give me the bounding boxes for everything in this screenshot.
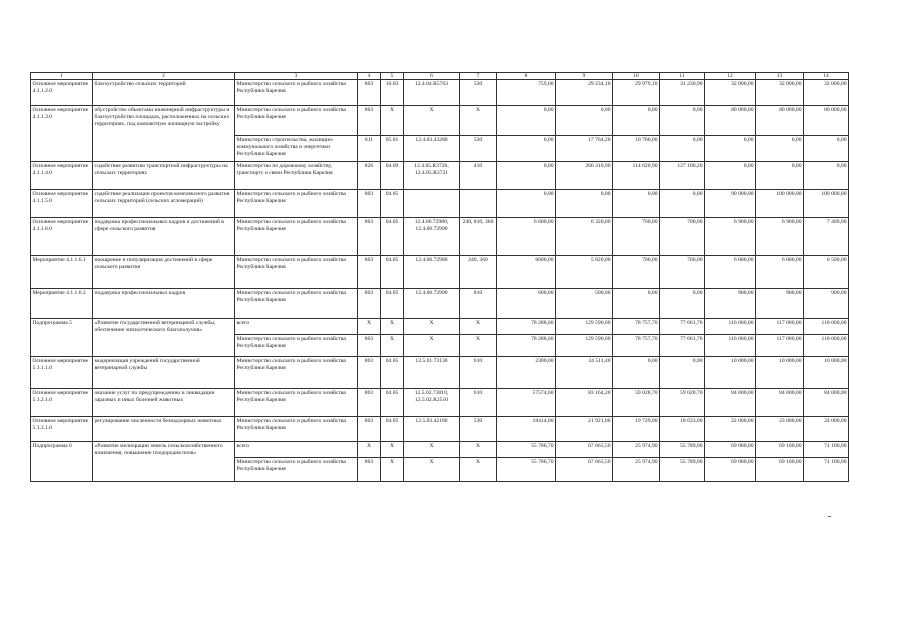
executor-cell: Министерство сельского и рыбного хозяйства Республики Карелия: [235, 190, 358, 218]
amount-y3-cell: 0,00: [613, 289, 660, 319]
table-row: [31, 417, 849, 442]
amount-y3-cell: 114 620,90: [613, 162, 660, 190]
amount-y1-cell: 759,60: [497, 80, 556, 106]
item-name-cell: поддержка профессиональных кадров и достижений в сфере сельского развития: [93, 218, 235, 256]
expense-type-cell: 610: [460, 389, 497, 417]
column-number: 9: [556, 73, 613, 80]
amount-y7-cell: 24 000,00: [804, 417, 849, 442]
amount-y2-cell: 129 596,60: [556, 319, 613, 335]
amount-y2-cell: 129 596,60: [556, 335, 613, 357]
executor-cell: Министерство сельского и рыбного хозяйства Республики Карелия: [235, 80, 358, 106]
item-name-cell: обустройство объектами инженерной инфраструктуры и благоустройство площадок, расположенных на сельских территориях, под компактную жилищную застройку: [93, 106, 235, 162]
column-number: 8: [497, 73, 556, 80]
executor-cell: Министерство по дорожному хозяйству, транспорту и связи Республики Карелия: [235, 162, 358, 190]
amount-y6-cell: 6 000,00: [756, 256, 804, 289]
amount-y1-cell: 0,00: [497, 190, 556, 218]
item-name-cell: поддержка профессиональных кадров: [93, 289, 235, 319]
column-number: 1: [31, 73, 93, 80]
table-row: [31, 80, 849, 106]
amount-y7-cell: 32 000,00: [804, 80, 849, 106]
amount-y6-cell: 117 000,00: [756, 319, 804, 335]
executor-cell: Министерство сельского и рыбного хозяйства Республики Карелия: [235, 335, 358, 357]
amount-y2-cell: 67 663,50: [556, 442, 613, 458]
item-name-cell: «Развитие государственной ветеринарной службы, обеспечение эпизоотического благополучия»: [93, 319, 235, 357]
section-cell: 05.01: [381, 136, 404, 162]
amount-y6-cell: 117 000,00: [756, 335, 804, 357]
section-cell: 10.03: [381, 80, 404, 106]
amount-y1-cell: 57574,60: [497, 389, 556, 417]
amount-y4-cell: 0,00: [660, 357, 705, 389]
amount-y1-cell: 78 288,60: [497, 335, 556, 357]
amount-y7-cell: 7 400,00: [804, 218, 849, 256]
grbs-cell: 803: [358, 335, 381, 357]
executor-cell: Министерство сельского и рыбного хозяйства Республики Карелия: [235, 417, 358, 442]
section-cell: 04.05: [381, 256, 404, 289]
column-number: 6: [404, 73, 460, 80]
section-cell: 04.09: [381, 162, 404, 190]
executor-cell: Министерство сельского и рыбного хозяйства Республики Карелия: [235, 289, 358, 319]
amount-y1-cell: 6 600,00: [497, 218, 556, 256]
executor-cell: Министерство строительства, жилищно-коммунального хозяйства и энергетики Республики Карелия: [235, 136, 358, 162]
amount-y5-cell: 900,00: [705, 289, 756, 319]
amount-y7-cell: 71 100,00: [804, 458, 849, 482]
expense-type-cell: Х: [460, 319, 497, 335]
amount-y4-cell: 127 100,20: [660, 162, 705, 190]
grbs-cell: 803: [358, 458, 381, 482]
grbs-cell: 803: [358, 357, 381, 389]
table-row: [31, 389, 849, 417]
amount-y4-cell: 18 633,00: [660, 417, 705, 442]
expense-type-cell: Х: [460, 458, 497, 482]
item-code-cell: Основное мероприятие 4.1.1.3.0: [31, 106, 93, 162]
amount-y6-cell: 10 000,00: [756, 357, 804, 389]
column-number: 12: [705, 73, 756, 80]
amount-y6-cell: 69 100,00: [756, 442, 804, 458]
amount-y6-cell: 32 000,00: [756, 80, 804, 106]
amount-y3-cell: 0,00: [613, 190, 660, 218]
target-article-cell: 12.4.06.72980, 12.4.06.72990: [404, 218, 460, 256]
amount-y1-cell: 18414,00: [497, 417, 556, 442]
expense-type-cell: 530: [460, 417, 497, 442]
amount-y6-cell: 84 000,00: [756, 389, 804, 417]
amount-y5-cell: 10 000,00: [705, 357, 756, 389]
expense-type-cell: 520: [460, 136, 497, 162]
table-row: [31, 218, 849, 256]
amount-y1-cell: 0,00: [497, 106, 556, 136]
section-cell: Х: [381, 335, 404, 357]
section-cell: 04.05: [381, 190, 404, 218]
grbs-cell: 803: [358, 256, 381, 289]
target-article-cell: 12.5.03.42180: [404, 417, 460, 442]
amount-y6-cell: 0,00: [756, 162, 804, 190]
amount-y5-cell: 80 000,00: [705, 106, 756, 136]
amount-y3-cell: 59 028,70: [613, 389, 660, 417]
column-number: 13: [756, 73, 804, 80]
amount-y4-cell: 77 661,70: [660, 319, 705, 335]
amount-y4-cell: 55 789,00: [660, 442, 705, 458]
item-name-cell: содействие реализации проектов комплексного развития сельских территорий (сельских агломераций): [93, 190, 235, 218]
column-number: 3: [235, 73, 358, 80]
amount-y7-cell: 6 500,00: [804, 256, 849, 289]
expense-type-cell: 240, 810, 360: [460, 218, 497, 256]
amount-y5-cell: 84 000,00: [705, 389, 756, 417]
item-name-cell: благоустройство сельских территорий: [93, 80, 235, 106]
amount-y3-cell: 78 757,70: [613, 319, 660, 335]
amount-y1-cell: 55 786,70: [497, 458, 556, 482]
item-name-cell: поощрение и популяризация достижений в сфере сельского развития: [93, 256, 235, 289]
grbs-cell: 811: [358, 136, 381, 162]
amount-y4-cell: 0,00: [660, 106, 705, 136]
item-name-cell: содействие развитию транспортной инфраструктуры на сельских территориях: [93, 162, 235, 190]
grbs-cell: 803: [358, 289, 381, 319]
amount-y7-cell: 10 000,00: [804, 357, 849, 389]
budget-table: [30, 72, 849, 482]
grbs-cell: 803: [358, 218, 381, 256]
expense-type-cell: Х: [460, 106, 497, 136]
item-name-cell: оказание услуг по предупреждению и ликвидации заразных и иных болезней животных: [93, 389, 235, 417]
expense-type-cell: 610: [460, 357, 497, 389]
amount-y3-cell: 700,00: [613, 256, 660, 289]
amount-y5-cell: 116 000,00: [705, 335, 756, 357]
amount-y5-cell: 6 900,00: [705, 218, 756, 256]
amount-y5-cell: 90 000,00: [705, 190, 756, 218]
item-code-cell: Подпрограмма 6: [31, 442, 93, 482]
executor-cell: Министерство сельского и рыбного хозяйства Республики Карелия: [235, 106, 358, 136]
amount-y5-cell: 69 000,00: [705, 458, 756, 482]
amount-y6-cell: 100 000,00: [756, 190, 804, 218]
amount-y6-cell: 900,00: [756, 289, 804, 319]
amount-y2-cell: 24 511,40: [556, 357, 613, 389]
grbs-cell: Х: [358, 319, 381, 335]
amount-y6-cell: 0,00: [756, 136, 804, 162]
section-cell: Х: [381, 458, 404, 482]
amount-y7-cell: 118 000,00: [804, 319, 849, 335]
amount-y5-cell: 116 000,00: [705, 319, 756, 335]
amount-y6-cell: 69 100,00: [756, 458, 804, 482]
amount-y2-cell: 0,00: [556, 106, 613, 136]
table-row: [31, 289, 849, 319]
executor-cell: всего: [235, 442, 358, 458]
amount-y1-cell: 78 288,60: [497, 319, 556, 335]
amount-y5-cell: 0,00: [705, 162, 756, 190]
target-article-cell: Х: [404, 458, 460, 482]
table-row: [31, 162, 849, 190]
amount-y1-cell: 55 786,70: [497, 442, 556, 458]
amount-y3-cell: 25 974,90: [613, 442, 660, 458]
column-number: 4: [358, 73, 381, 80]
amount-y2-cell: 266 310,90: [556, 162, 613, 190]
expense-type-cell: Х: [460, 335, 497, 357]
column-number-row: [31, 73, 849, 80]
expense-type-cell: 520: [460, 80, 497, 106]
item-code-cell: Мероприятие 4.1.1.6.1: [31, 256, 93, 289]
executor-cell: Министерство сельского и рыбного хозяйства Республики Карелия: [235, 458, 358, 482]
amount-y4-cell: 77 661,70: [660, 335, 705, 357]
amount-y6-cell: 23 000,00: [756, 417, 804, 442]
amount-y3-cell: 700,00: [613, 218, 660, 256]
section-cell: 04.05: [381, 357, 404, 389]
amount-y1-cell: 0,00: [497, 136, 556, 162]
amount-y5-cell: 69 000,00: [705, 442, 756, 458]
item-code-cell: Основное мероприятие 4.1.1.4.0: [31, 162, 93, 190]
amount-y7-cell: 0,00: [804, 136, 849, 162]
item-name-cell: регулирование численности безнадзорных животных: [93, 417, 235, 442]
amount-y6-cell: 6 900,00: [756, 218, 804, 256]
amount-y1-cell: 600,00: [497, 289, 556, 319]
table-row: [31, 256, 849, 289]
target-article-cell: 12.4.03.43280: [404, 136, 460, 162]
section-cell: 04.05: [381, 389, 404, 417]
amount-y3-cell: 0,00: [613, 106, 660, 136]
amount-y2-cell: 21 921,00: [556, 417, 613, 442]
amount-y7-cell: 118 000,00: [804, 335, 849, 357]
item-code-cell: Подпрограмма 5: [31, 319, 93, 357]
amount-y2-cell: 0,00: [556, 190, 613, 218]
amount-y4-cell: 0,00: [660, 136, 705, 162]
column-number: 7: [460, 73, 497, 80]
amount-y1-cell: 6000,00: [497, 256, 556, 289]
amount-y2-cell: 67 663,50: [556, 458, 613, 482]
item-code-cell: Мероприятие 4.1.1.6.2: [31, 289, 93, 319]
column-number: 14: [804, 73, 849, 80]
amount-y2-cell: 500,00: [556, 289, 613, 319]
target-article-cell: Х: [404, 319, 460, 335]
item-name-cell: модернизация учреждений государственной ветеринарной службы: [93, 357, 235, 389]
executor-cell: всего: [235, 319, 358, 335]
amount-y4-cell: 700,00: [660, 256, 705, 289]
amount-y4-cell: 55 789,00: [660, 458, 705, 482]
item-name-cell: «Развитие мелиорации земель сельскохозяйственного назначения, повышение плодородия почв»: [93, 442, 235, 482]
target-article-cell: 12.5.02.73010, 12.5.02.R2510: [404, 389, 460, 417]
table-row: [31, 190, 849, 218]
amount-y3-cell: 25 974,90: [613, 458, 660, 482]
amount-y2-cell: 5 820,00: [556, 256, 613, 289]
table-row: [31, 319, 849, 335]
amount-y5-cell: 6 000,00: [705, 256, 756, 289]
table-row: [31, 106, 849, 136]
target-article-cell: 12.4.05.R3720, 12.4.05.R3721: [404, 162, 460, 190]
amount-y3-cell: 10 700,00: [613, 136, 660, 162]
amount-y7-cell: 0,00: [804, 162, 849, 190]
amount-y5-cell: 32 000,00: [705, 80, 756, 106]
expense-type-cell: Х: [460, 442, 497, 458]
item-code-cell: Основное мероприятие 5.1.3.1.0: [31, 417, 93, 442]
target-article-cell: 12.5.01.73130: [404, 357, 460, 389]
executor-cell: Министерство сельского и рыбного хозяйства Республики Карелия: [235, 357, 358, 389]
column-number: 2: [93, 73, 235, 80]
section-cell: 04.05: [381, 417, 404, 442]
target-article-cell: [404, 190, 460, 218]
amount-y3-cell: 29 979,10: [613, 80, 660, 106]
amount-y4-cell: 700,00: [660, 218, 705, 256]
executor-cell: Министерство сельского и рыбного хозяйства Республики Карелия: [235, 389, 358, 417]
executor-cell: Министерство сельского и рыбного хозяйства Республики Карелия: [235, 218, 358, 256]
amount-y7-cell: 71 100,00: [804, 442, 849, 458]
amount-y7-cell: 84 000,00: [804, 389, 849, 417]
target-article-cell: 12.4.04.R5763: [404, 80, 460, 106]
amount-y2-cell: 83 164,20: [556, 389, 613, 417]
amount-y2-cell: 17 764,20: [556, 136, 613, 162]
expense-type-cell: 410: [460, 162, 497, 190]
section-cell: 04.05: [381, 218, 404, 256]
grbs-cell: 803: [358, 389, 381, 417]
section-cell: Х: [381, 442, 404, 458]
amount-y4-cell: 0,00: [660, 289, 705, 319]
column-number: 10: [613, 73, 660, 80]
item-code-cell: Основное мероприятие 5.1.2.1.0: [31, 389, 93, 417]
budget-table-sheet: [30, 72, 848, 482]
section-cell: Х: [381, 319, 404, 335]
item-code-cell: Основное мероприятие 4.1.1.2.0: [31, 80, 93, 106]
item-code-cell: Основное мероприятие 4.1.1.6.0: [31, 218, 93, 256]
amount-y3-cell: 78 757,70: [613, 335, 660, 357]
item-code-cell: Основное мероприятие 4.1.1.5.0: [31, 190, 93, 218]
amount-y4-cell: 0,00: [660, 190, 705, 218]
column-number: 11: [660, 73, 705, 80]
grbs-cell: 803: [358, 417, 381, 442]
grbs-cell: 803: [358, 80, 381, 106]
section-cell: Х: [381, 106, 404, 136]
grbs-cell: Х: [358, 442, 381, 458]
column-number: 5: [381, 73, 404, 80]
grbs-cell: 826: [358, 162, 381, 190]
executor-cell: Министерство сельского и рыбного хозяйства Республики Карелия: [235, 256, 358, 289]
amount-y5-cell: 22 000,00: [705, 417, 756, 442]
section-cell: 04.05: [381, 289, 404, 319]
target-article-cell: 12.4.06.72980: [404, 256, 460, 289]
grbs-cell: 803: [358, 190, 381, 218]
amount-y1-cell: 0,00: [497, 162, 556, 190]
amount-y3-cell: 19 729,00: [613, 417, 660, 442]
expense-type-cell: 810: [460, 289, 497, 319]
amount-y4-cell: 31 230,90: [660, 80, 705, 106]
target-article-cell: Х: [404, 106, 460, 136]
amount-y7-cell: 100 000,00: [804, 190, 849, 218]
amount-y2-cell: 6 320,00: [556, 218, 613, 256]
amount-y3-cell: 0,00: [613, 357, 660, 389]
amount-y6-cell: 80 000,00: [756, 106, 804, 136]
target-article-cell: 12.4.06.72990: [404, 289, 460, 319]
target-article-cell: Х: [404, 442, 460, 458]
expense-type-cell: [460, 190, 497, 218]
table-row: [31, 357, 849, 389]
amount-y5-cell: 0,00: [705, 136, 756, 162]
amount-y1-cell: 2300,00: [497, 357, 556, 389]
scan-mark: [828, 516, 831, 517]
grbs-cell: 803: [358, 106, 381, 136]
amount-y4-cell: 59 028,70: [660, 389, 705, 417]
table-row: [31, 442, 849, 458]
amount-y2-cell: 29 234,10: [556, 80, 613, 106]
amount-y7-cell: 80 000,00: [804, 106, 849, 136]
target-article-cell: Х: [404, 335, 460, 357]
expense-type-cell: 240, 360: [460, 256, 497, 289]
item-code-cell: Основное мероприятие 5.1.1.1.0: [31, 357, 93, 389]
amount-y7-cell: 900,00: [804, 289, 849, 319]
